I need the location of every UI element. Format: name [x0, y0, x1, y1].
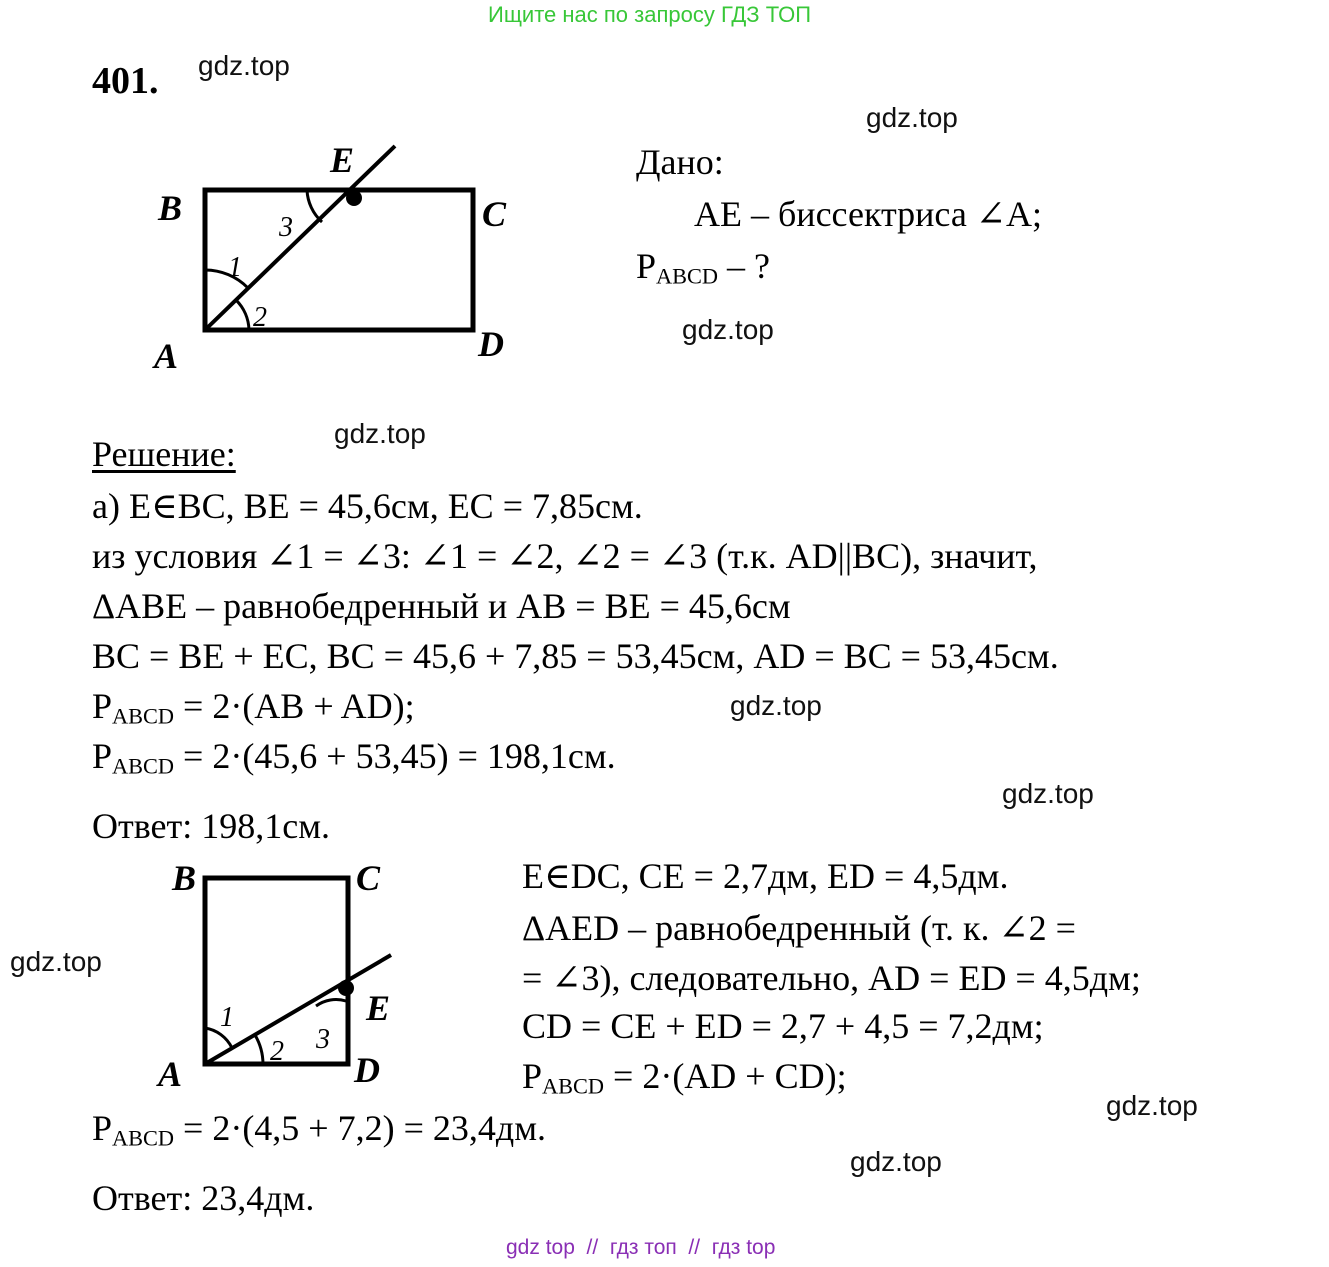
part-b-line-1: E∈DC, CE = 2,7дм, ED = 4,5дм. [522, 856, 1009, 896]
angle-2-label: 2 [270, 1036, 284, 1067]
angle-1-label: 1 [220, 1002, 234, 1033]
answer-2: Ответ: 23,4дм. [92, 1178, 315, 1218]
part-b-line-6: $P_{ABCD} = 2\cdot(4,5 + 7,2) = 23,4дм$. [92, 1108, 547, 1151]
label-c: C [356, 858, 381, 898]
solution-line-4: BC = BE + EC, BC = 45,6 + 7,85 = 53,45см, AD = BC = 53,45см. [92, 636, 1059, 676]
angle-3-label: 3 [279, 212, 293, 243]
angle-2-arc [255, 1035, 263, 1064]
given-line-2: $P_{ABCD}$ – ? [636, 246, 771, 289]
problem-number: 401. [92, 60, 159, 102]
label-e: E [366, 988, 391, 1028]
watermark: gdz.top [730, 690, 822, 721]
watermark: gdz.top [1002, 778, 1094, 809]
watermark: gdz.top [198, 50, 290, 81]
solution-line-3: ΔABE – равнобедренный и AB = BE = 45,6см [92, 586, 791, 626]
answer-1: Ответ: 198,1см. [92, 806, 330, 846]
solution-line-5: $P_{ABCD} = 2\cdot(AB + AD)$; [92, 686, 415, 729]
angle-3-arc [316, 999, 346, 1006]
angle-3-label: 3 [316, 1024, 330, 1055]
watermark: gdz.top [682, 314, 774, 345]
given-line-1: AE – биссектриса ∠A; [694, 194, 1042, 234]
label-b: B [158, 188, 183, 228]
label-c: C [482, 194, 507, 234]
watermark: gdz.top [850, 1146, 942, 1177]
part-b-line-3: = ∠3), следовательно, AD = ED = 4,5дм; [522, 958, 1141, 998]
watermark: gdz.top [10, 946, 102, 977]
label-b: B [172, 858, 197, 898]
given-title: Дано: [636, 142, 724, 182]
part-b-line-5: $P_{ABCD} = 2\cdot(AD + CD)$; [522, 1056, 847, 1099]
watermark: gdz.top [334, 418, 426, 449]
solution-line-2: из условия ∠1 = ∠3: ∠1 = ∠2, ∠2 = ∠3 (т.к. AD||BC), значит, [92, 536, 1038, 576]
label-d: D [478, 324, 504, 364]
part-b-line-4: CD = CE + ED = 2,7 + 4,5 = 7,2дм; [522, 1006, 1044, 1046]
solution-title: Решение: [92, 434, 236, 474]
watermark: gdz.top [1106, 1090, 1198, 1121]
angle-2-label: 2 [253, 302, 267, 333]
footer-watermark: gdz top // гдз топ // гдз top [506, 1236, 776, 1259]
top-banner: Ищите нас по запросу ГДЗ ТОП [488, 2, 812, 27]
label-e: E [330, 140, 355, 180]
solution-line-1: а) E∈BC, BE = 45,6см, EC = 7,85см. [92, 486, 643, 526]
watermark: gdz.top [866, 102, 958, 133]
label-d: D [354, 1050, 380, 1090]
label-a: A [158, 1054, 183, 1094]
angle-1-label: 1 [228, 252, 242, 283]
point-e [338, 980, 354, 996]
solution-line-6: $P_{ABCD} = 2\cdot(45,6 + 53,45) = 198,1см$. [92, 736, 616, 779]
part-b-line-2: ΔAED – равнобедренный (т. к. ∠2 = [522, 908, 1076, 948]
label-a: A [154, 336, 179, 376]
